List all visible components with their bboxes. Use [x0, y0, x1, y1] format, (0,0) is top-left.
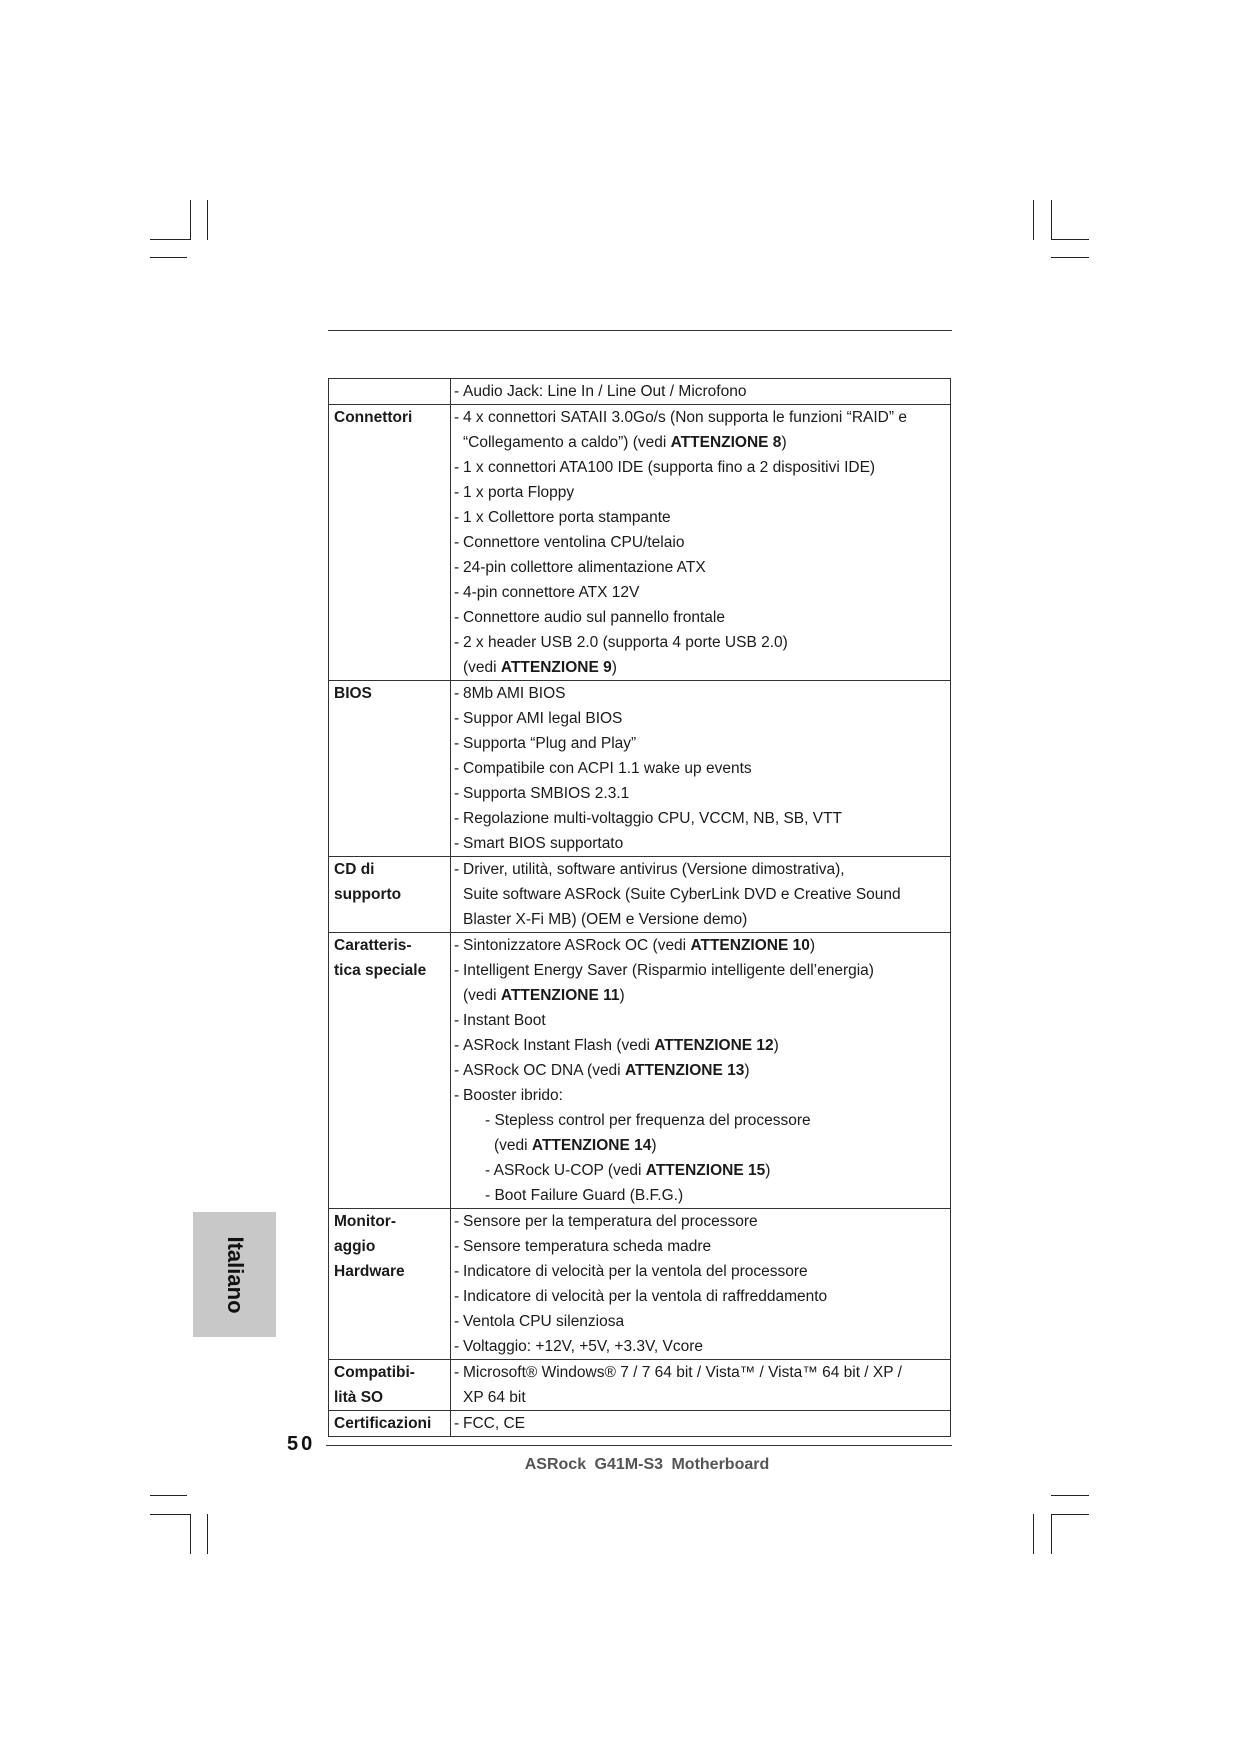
spec-line: XP 64 bit	[463, 1389, 526, 1406]
label-text: Connettori	[334, 409, 413, 426]
label-text: tica speciale	[334, 962, 427, 979]
label-text: Certificazioni	[334, 1415, 432, 1432]
spec-values	[451, 1209, 951, 1360]
crop-mark	[1033, 200, 1034, 240]
crop-mark	[150, 239, 190, 240]
spec-label	[329, 681, 451, 857]
spec-values	[451, 681, 951, 857]
crop-mark	[150, 1514, 190, 1515]
spec-table	[328, 378, 951, 1437]
spec-label	[329, 379, 451, 405]
spec-line: - 1 x porta Floppy	[454, 484, 575, 501]
crop-mark	[1033, 1514, 1034, 1554]
spec-line: - Voltaggio: +12V, +5V, +3.3V, Vcore	[454, 1338, 704, 1355]
spec-line: - Stepless control per frequenza del processore	[485, 1112, 811, 1129]
spec-line: - ASRock Instant Flash (vedi ATTENZIONE 12)	[454, 1037, 779, 1054]
spec-line: - 4 x connettori SATAII 3.0Go/s (Non supporta le funzioni “RAID” e	[454, 409, 907, 426]
spec-line: - Connettore ventolina CPU/telaio	[454, 534, 685, 551]
spec-line: “Collegamento a caldo”) (vedi ATTENZIONE 8)	[463, 434, 787, 451]
spec-values	[451, 1360, 951, 1411]
footer-product-name: ASRock G41M-S3 Motherboard	[524, 1456, 770, 1473]
spec-label	[329, 857, 451, 933]
spec-label	[329, 405, 451, 681]
spec-line: - Suppor AMI legal BIOS	[454, 710, 623, 727]
spec-line: - Booster ibrido:	[454, 1087, 563, 1104]
spec-label	[329, 1209, 451, 1360]
crop-mark	[1051, 1495, 1089, 1496]
label-text: Monitor-	[334, 1213, 396, 1230]
crop-mark	[207, 1514, 208, 1554]
crop-mark	[150, 257, 187, 258]
label-text: Caratteris-	[334, 937, 412, 954]
spec-line: (vedi ATTENZIONE 11)	[463, 987, 625, 1004]
crop-mark	[1051, 200, 1052, 240]
spec-line: - 1 x connettori ATA100 IDE (supporta fino a 2 dispositivi IDE)	[454, 459, 876, 476]
crop-mark	[1051, 1514, 1052, 1554]
spec-line: - Instant Boot	[454, 1012, 546, 1029]
page-number: 50	[287, 1433, 316, 1455]
spec-values	[451, 1411, 951, 1437]
spec-line: - Sensore temperatura scheda madre	[454, 1238, 712, 1255]
spec-line: Suite software ASRock (Suite CyberLink DVD e Creative Sound	[463, 886, 901, 903]
spec-line: Blaster X-Fi MB) (OEM e Versione demo)	[463, 911, 748, 928]
table-row	[329, 405, 951, 681]
label-text: lità SO	[334, 1389, 384, 1406]
language-tab-label: Italiano	[222, 1235, 248, 1314]
spec-line: - 1 x Collettore porta stampante	[454, 509, 671, 526]
crop-mark	[1051, 1514, 1089, 1515]
spec-line: - Boot Failure Guard (B.F.G.)	[485, 1187, 684, 1204]
spec-line: (vedi ATTENZIONE 9)	[463, 659, 617, 676]
crop-mark	[190, 200, 191, 240]
table-row	[329, 1209, 951, 1360]
spec-line: - 2 x header USB 2.0 (supporta 4 porte USB 2.0)	[454, 634, 788, 651]
label-text: supporto	[334, 886, 402, 903]
table-row	[329, 1411, 951, 1437]
crop-mark	[1051, 257, 1089, 258]
table-row	[329, 857, 951, 933]
spec-line: - Regolazione multi-voltaggio CPU, VCCM, NB, SB, VTT	[454, 810, 843, 827]
label-text: Compatibi-	[334, 1364, 415, 1381]
bottom-rule	[326, 1445, 952, 1446]
spec-line: - Audio Jack: Line In / Line Out / Microfono	[454, 383, 747, 400]
label-text: CD di	[334, 861, 375, 878]
spec-line: - Connettore audio sul pannello frontale	[454, 609, 725, 626]
spec-line: - Smart BIOS supportato	[454, 835, 624, 852]
spec-label	[329, 1411, 451, 1437]
spec-line: - Indicatore di velocità per la ventola di raffreddamento	[454, 1288, 828, 1305]
table-row	[329, 379, 951, 405]
label-text: Hardware	[334, 1263, 405, 1280]
spec-line: - 24-pin collettore alimentazione ATX	[454, 559, 706, 576]
spec-values	[451, 857, 951, 933]
spec-values	[451, 405, 951, 681]
table-row	[329, 1360, 951, 1411]
spec-line: - Supporta “Plug and Play”	[454, 735, 637, 752]
crop-mark	[150, 1495, 187, 1496]
spec-line: (vedi ATTENZIONE 14)	[494, 1137, 657, 1154]
spec-label	[329, 1360, 451, 1411]
spec-line: - Compatibile con ACPI 1.1 wake up events	[454, 760, 752, 777]
spec-line: - Supporta SMBIOS 2.3.1	[454, 785, 630, 802]
label-text: aggio	[334, 1238, 376, 1255]
crop-mark	[1051, 239, 1089, 240]
spec-line: - Intelligent Energy Saver (Risparmio intelligente dell’energia)	[454, 962, 874, 979]
spec-values	[451, 933, 951, 1209]
spec-values	[451, 379, 951, 405]
spec-line: - ASRock U-COP (vedi ATTENZIONE 15)	[485, 1162, 771, 1179]
spec-line: - Driver, utilità, software antivirus (Versione dimostrativa),	[454, 861, 845, 878]
language-tab	[193, 1212, 276, 1337]
spec-line: - 8Mb AMI BIOS	[454, 685, 566, 702]
spec-line: - Sintonizzatore ASRock OC (vedi ATTENZIONE 10)	[454, 937, 816, 954]
spec-label	[329, 933, 451, 1209]
top-rule	[328, 330, 952, 331]
crop-mark	[190, 1514, 191, 1554]
spec-line: - Ventola CPU silenziosa	[454, 1313, 625, 1330]
spec-line: - 4-pin connettore ATX 12V	[454, 584, 640, 601]
table-row	[329, 933, 951, 1209]
label-text: BIOS	[334, 685, 372, 702]
spec-line: - Indicatore di velocità per la ventola del processore	[454, 1263, 808, 1280]
spec-line: - Sensore per la temperatura del processore	[454, 1213, 758, 1230]
spec-line: - ASRock OC DNA (vedi ATTENZIONE 13)	[454, 1062, 750, 1079]
crop-mark	[207, 200, 208, 240]
table-row	[329, 681, 951, 857]
spec-line: - Microsoft® Windows® 7 / 7 64 bit / Vista™ / Vista™ 64 bit / XP /	[454, 1364, 902, 1381]
spec-line: - FCC, CE	[454, 1415, 525, 1432]
